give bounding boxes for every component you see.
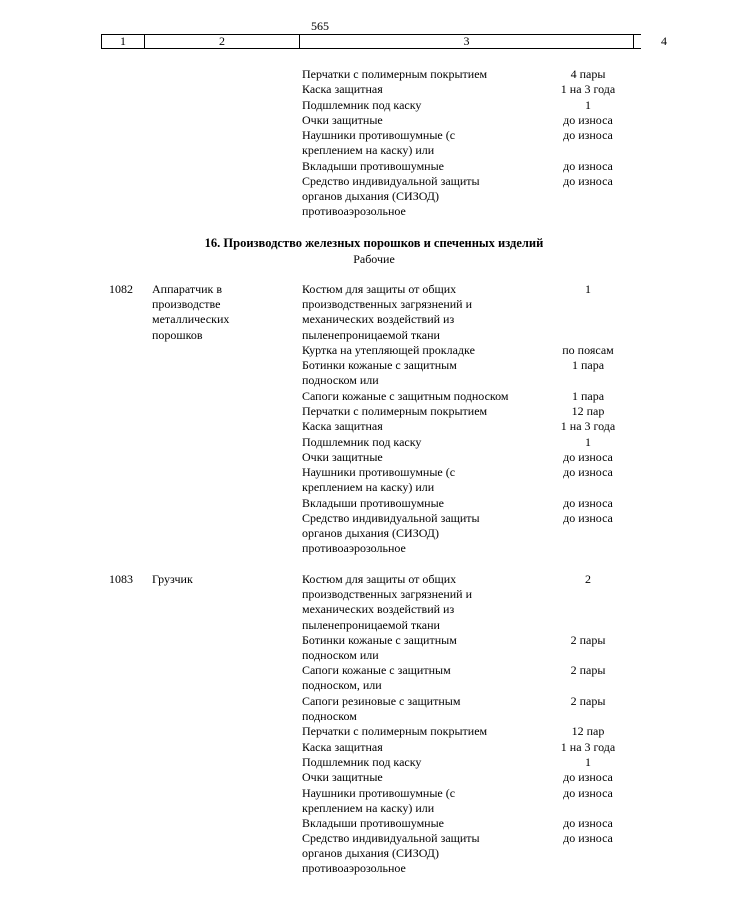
item-name: Очки защитные: [302, 113, 383, 127]
entry-number: 1082: [109, 282, 133, 296]
item-quantity: 2: [585, 572, 591, 586]
header-col-4: 4: [661, 34, 667, 48]
item-quantity: 12 пар: [571, 404, 605, 418]
item-quantity: до износа: [563, 465, 613, 479]
item-name: Ботинки кожаные с защитным подноском или: [302, 358, 457, 388]
item-name: Средство индивидуальной защиты органов дыхания (СИЗОД) противоаэрозольное: [302, 511, 480, 556]
item-name: Средство индивидуальной защиты органов дыхания (СИЗОД) противоаэрозольное: [302, 831, 480, 876]
item-name: Сапоги резиновые с защитным подноском: [302, 694, 461, 724]
item-quantity: 1 на 3 года: [560, 82, 616, 96]
header-col-3: 3: [300, 35, 634, 48]
item-quantity: до износа: [563, 128, 613, 142]
item-quantity: 2 пары: [570, 663, 606, 677]
item-quantity: 2 пары: [570, 694, 606, 708]
page-number: 565: [311, 19, 329, 33]
header-col-2: 2: [145, 35, 300, 48]
item-name: Подшлемник под каску: [302, 755, 422, 769]
item-name: Куртка на утепляющей прокладке: [302, 343, 475, 357]
item-name: Вкладыши противошумные: [302, 159, 444, 173]
item-quantity: 1 на 3 года: [560, 740, 616, 754]
item-name: Сапоги кожаные с защитным подноском, или: [302, 663, 451, 693]
table-header: [101, 34, 667, 49]
item-name: Костюм для защиты от общих производственных загрязнений и механических воздействий из пыленепроницаемой ткани: [302, 572, 473, 632]
item-name: Перчатки с полимерным покрытием: [302, 404, 488, 418]
section-subtitle: Рабочие: [353, 252, 395, 266]
item-quantity: 2 пары: [570, 633, 606, 647]
entry-number: 1083: [109, 572, 133, 586]
item-name: Вкладыши противошумные: [302, 496, 444, 510]
item-quantity: 12 пар: [571, 724, 605, 738]
item-quantity: 1 на 3 года: [560, 419, 616, 433]
item-quantity: 1: [585, 282, 591, 296]
item-quantity: 1 пара: [571, 358, 605, 372]
profession-name: Аппаратчик в производстве металлических порошков: [152, 282, 230, 342]
section-title: 16. Производство железных порошков и спеченных изделий: [204, 236, 544, 250]
item-name: Ботинки кожаные с защитным подноском или: [302, 633, 457, 663]
item-quantity: до износа: [563, 831, 613, 845]
item-quantity: 4 пары: [570, 67, 606, 81]
item-quantity: 1: [585, 755, 591, 769]
item-quantity: до износа: [563, 159, 613, 173]
item-quantity: 1: [585, 435, 591, 449]
profession-name: Грузчик: [152, 572, 193, 586]
item-quantity: до износа: [563, 174, 613, 188]
item-name: Очки защитные: [302, 770, 383, 784]
item-quantity: 1 пара: [571, 389, 605, 403]
item-name: Вкладыши противошумные: [302, 816, 444, 830]
item-name: Каска защитная: [302, 419, 383, 433]
item-name: Подшлемник под каску: [302, 435, 422, 449]
item-name: Подшлемник под каску: [302, 98, 422, 112]
item-quantity: до износа: [563, 816, 613, 830]
item-quantity: до износа: [563, 786, 613, 800]
header-col-1: 1: [102, 35, 145, 48]
item-name: Перчатки с полимерным покрытием: [302, 724, 488, 738]
item-quantity: до износа: [563, 770, 613, 784]
item-name: Наушники противошумные (с креплением на каску) или: [302, 128, 456, 158]
item-quantity: до износа: [563, 450, 613, 464]
item-quantity: до износа: [563, 511, 613, 525]
item-name: Каска защитная: [302, 82, 383, 96]
item-name: Костюм для защиты от общих производственных загрязнений и механических воздействий из пыленепроницаемой ткани: [302, 282, 473, 342]
item-quantity: 1: [585, 98, 591, 112]
item-name: Средство индивидуальной защиты органов дыхания (СИЗОД) противоаэрозольное: [302, 174, 480, 219]
item-quantity: по поясам: [562, 343, 614, 357]
item-name: Каска защитная: [302, 740, 383, 754]
item-name: Наушники противошумные (с креплением на каску) или: [302, 786, 456, 816]
item-name: Очки защитные: [302, 450, 383, 464]
item-name: Сапоги кожаные с защитным подноском: [302, 389, 509, 403]
item-quantity: до износа: [563, 113, 613, 127]
item-quantity: до износа: [563, 496, 613, 510]
item-name: Наушники противошумные (с креплением на каску) или: [302, 465, 456, 495]
item-name: Перчатки с полимерным покрытием: [302, 67, 488, 81]
